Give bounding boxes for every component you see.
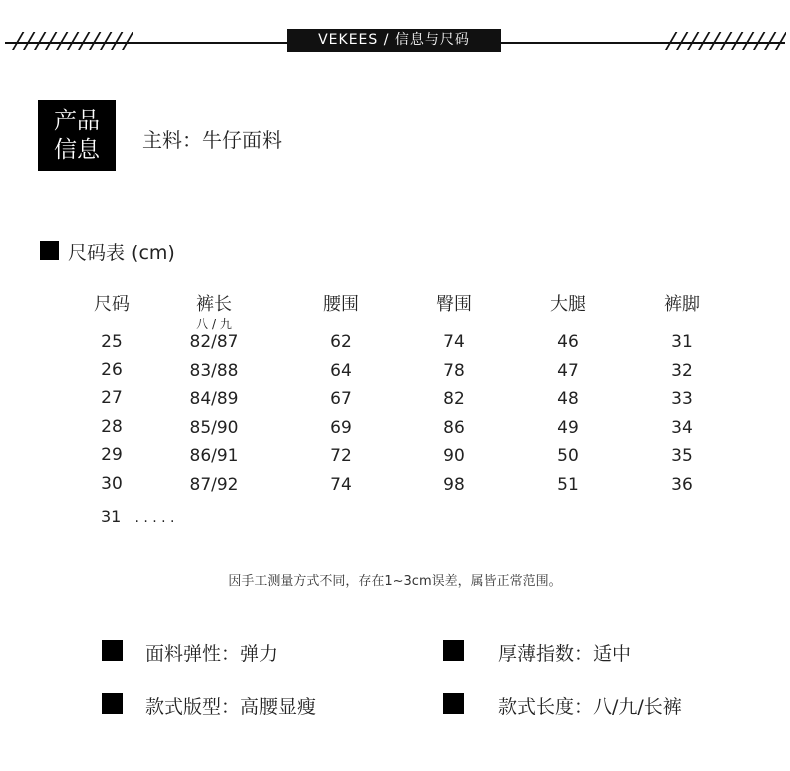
attribute-thickness: 厚薄指数：适中: [498, 643, 632, 665]
table-cell: 36: [671, 475, 693, 495]
header-line-right: [661, 42, 785, 44]
hatch-decoration-left: [8, 30, 133, 50]
table-cell: 26: [101, 360, 123, 380]
col-header-hem: 裤脚: [664, 294, 700, 315]
col-header-hip: 臀围: [436, 294, 472, 315]
col-header-waist: 腰围: [323, 294, 359, 315]
table-cell: 30: [101, 474, 123, 494]
col-header-size: 尺码: [94, 294, 130, 315]
table-cell: 50: [557, 446, 579, 466]
table-cell: 74: [443, 332, 465, 352]
table-cell: 67: [330, 389, 352, 409]
attribute-length: 款式长度：八/九/长裤: [498, 696, 682, 718]
table-cell: 47: [557, 361, 579, 381]
table-cell: 86/91: [189, 446, 239, 466]
size-table-bullet-icon: [40, 241, 59, 260]
table-cell: 27: [101, 388, 123, 408]
more-sizes: [101, 507, 175, 526]
header-line-middle-right: [501, 42, 661, 44]
table-cell: 90: [443, 446, 465, 466]
size-table-title: 尺码表 (cm): [68, 242, 175, 264]
table-cell: 84/89: [189, 389, 239, 409]
product-info-label-line1: 产品: [54, 108, 100, 134]
table-cell: 83/88: [189, 361, 239, 381]
table-cell: 62: [330, 332, 352, 352]
table-cell: 25: [101, 332, 123, 352]
table-cell: 34: [671, 418, 693, 438]
measurement-note: 因手工测量方式不同，存在1~3cm误差，属皆正常范围。: [228, 574, 562, 589]
material-text: 主料：牛仔面料: [142, 128, 282, 152]
table-cell: 46: [557, 332, 579, 352]
table-cell: 87/92: [189, 475, 239, 495]
more-size-dots: . . . . .: [134, 510, 175, 526]
table-cell: 51: [557, 475, 579, 495]
table-cell: 35: [671, 446, 693, 466]
attribute-elasticity: 面料弹性：弹力: [145, 643, 279, 665]
table-cell: 31: [671, 332, 693, 352]
table-cell: 85/90: [189, 418, 239, 438]
attribute-bullet-icon: [443, 693, 464, 714]
table-cell: 69: [330, 418, 352, 438]
table-cell: 28: [101, 417, 123, 437]
table-cell: 82: [443, 389, 465, 409]
header-banner: VEKEES / 信息与尺码: [287, 29, 501, 52]
attribute-bullet-icon: [102, 693, 123, 714]
table-cell: 98: [443, 475, 465, 495]
attribute-bullet-icon: [443, 640, 464, 661]
table-cell: 49: [557, 418, 579, 438]
table-cell: 78: [443, 361, 465, 381]
length-subtitle: 八 / 九: [196, 317, 232, 331]
table-cell: 72: [330, 446, 352, 466]
more-size-value: 31: [101, 507, 122, 526]
table-cell: 74: [330, 475, 352, 495]
header-line-middle-left: [133, 42, 287, 44]
table-cell: 64: [330, 361, 352, 381]
table-cell: 32: [671, 361, 693, 381]
hatch-decoration-right: [661, 30, 786, 50]
table-cell: 48: [557, 389, 579, 409]
table-cell: 86: [443, 418, 465, 438]
table-cell: 33: [671, 389, 693, 409]
attribute-fit: 款式版型：高腰显瘦: [145, 696, 317, 718]
attribute-bullet-icon: [102, 640, 123, 661]
table-cell: 29: [101, 445, 123, 465]
product-info-label: [38, 100, 116, 171]
product-info-label-line2: 信息: [54, 137, 100, 163]
col-header-length: 裤长: [196, 294, 232, 315]
col-header-thigh: 大腿: [550, 294, 586, 315]
table-cell: 82/87: [189, 332, 239, 352]
